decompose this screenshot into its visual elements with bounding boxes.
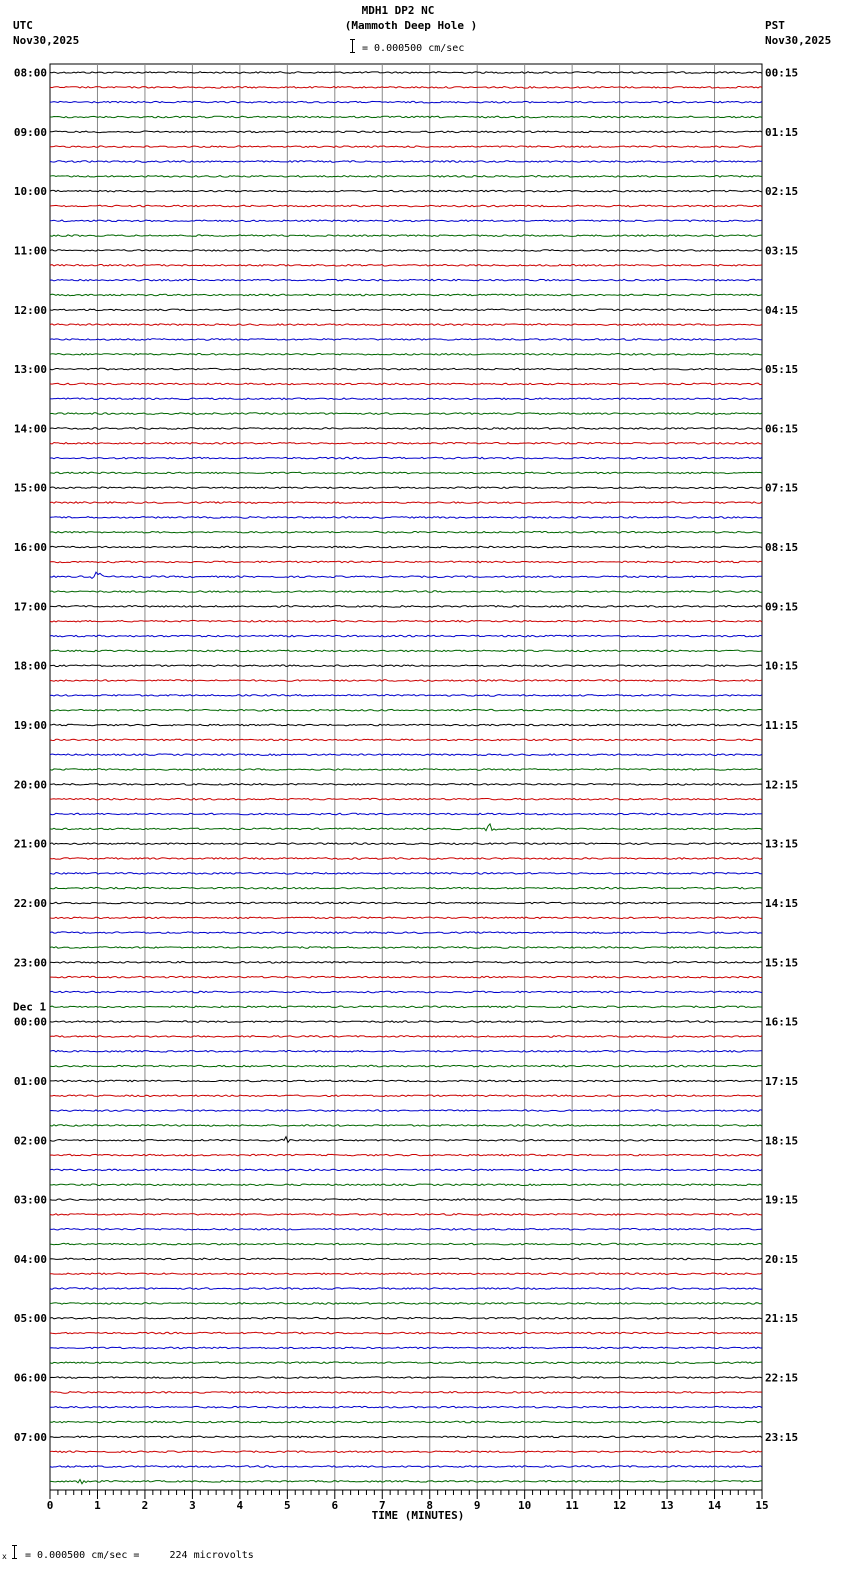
seismic-trace [50,531,762,533]
pst-hour-label: 02:15 [765,185,799,199]
seismic-trace [50,131,762,133]
seismic-trace [50,1288,762,1290]
station-title: MDH1 DP2 NC [361,4,435,17]
x-tick-label: 3 [189,1499,196,1512]
utc-hour-label: 18:00 [13,659,47,673]
utc-hour-label: 15:00 [13,481,47,495]
x-tick-label: 6 [331,1499,339,1512]
seismic-trace [50,976,762,978]
seismic-trace [50,873,762,875]
footer-scale-label: = 0.000500 cm/sec = 224 microvolts [25,1550,254,1561]
pst-hour-label: 15:15 [765,956,799,970]
seismic-trace [50,1125,762,1127]
seismic-trace [50,220,762,222]
pst-hour-label: 05:15 [765,363,799,377]
utc-hour-label: 14:00 [13,422,47,436]
seismic-trace [50,309,762,311]
x-tick-label: 12 [612,1499,627,1512]
utc-hour-label: 02:00 [13,1134,47,1148]
seismic-trace [50,87,762,89]
utc-hour-label: 03:00 [13,1193,47,1207]
seismic-trace [50,176,762,178]
pst-tz-label: PST [765,19,785,32]
pst-hour-label: 23:15 [765,1430,799,1444]
pst-date-label: Nov30,2025 [765,34,832,47]
pst-hour-label: 00:15 [765,66,799,80]
seismic-trace [50,1377,762,1379]
pst-hour-label: 18:15 [765,1134,799,1148]
seismic-trace [50,413,762,415]
utc-hour-label: 05:00 [13,1312,47,1326]
seismic-trace [50,665,762,667]
utc-hour-label: 08:00 [13,66,47,80]
seismic-trace [50,250,762,252]
site-subtitle: (Mammoth Deep Hole ) [344,19,478,32]
seismic-trace [50,824,762,831]
seismic-trace [50,1154,762,1156]
seismic-trace [50,1184,762,1186]
seismic-trace [50,798,762,800]
seismic-trace [50,1051,762,1053]
x-tick-label: 1 [94,1499,101,1512]
seismic-trace [50,1199,762,1201]
scale-label: = 0.000500 cm/sec [362,43,465,54]
seismic-trace [50,902,762,904]
seismic-trace [50,265,762,267]
x-tick-label: 0 [46,1499,54,1512]
seismic-trace [50,606,762,608]
seismic-trace [50,205,762,207]
pst-hour-label: 11:15 [765,719,799,733]
x-tick-label: 7 [378,1499,386,1512]
seismic-trace [50,235,762,237]
utc-hour-label: 19:00 [13,719,47,733]
seismic-trace [50,784,762,786]
seismic-trace [50,1451,762,1453]
pst-hour-label: 21:15 [765,1312,799,1326]
seismic-trace [50,1095,762,1097]
seismic-trace [50,502,762,504]
seismic-trace [50,1332,762,1334]
seismic-trace [50,1243,762,1245]
seismic-trace [50,443,762,445]
seismic-trace [50,1362,762,1364]
seismic-trace [50,457,762,459]
seismic-trace [50,843,762,845]
seismic-trace [50,1480,762,1484]
x-tick-label: 11 [565,1499,579,1512]
seismic-trace [50,1137,762,1143]
utc-hour-label: 04:00 [13,1252,47,1266]
utc-hour-label: 11:00 [13,244,47,258]
seismic-trace [50,1006,762,1008]
pst-hour-label: 17:15 [765,1074,799,1088]
seismic-trace [50,1347,762,1349]
pst-hour-label: 04:15 [765,303,799,317]
x-tick-label: 9 [473,1499,481,1512]
seismic-trace [50,724,762,726]
seismic-trace [50,1065,762,1067]
pst-hour-label: 09:15 [765,600,799,614]
utc-hour-label: 13:00 [13,363,47,377]
footer-prefix: x [2,1552,7,1561]
x-axis-title: TIME (MINUTES) [371,1509,465,1522]
seismic-trace [50,161,762,163]
seismic-trace [50,1317,762,1319]
x-tick-label: 10 [518,1499,532,1512]
utc-hour-label: 12:00 [13,303,47,317]
seismic-trace [50,1229,762,1231]
seismic-trace [50,116,762,118]
seismic-trace [50,1392,762,1394]
pst-hour-label: 14:15 [765,896,799,910]
seismic-trace [50,146,762,148]
seismic-trace [50,962,762,964]
seismic-trace [50,1080,762,1082]
utc-tz-label: UTC [13,19,33,32]
seismic-trace [50,1273,762,1275]
seismic-trace [50,858,762,860]
seismic-trace [50,635,762,637]
seismic-trace [50,398,762,400]
seismic-trace [50,324,762,326]
utc-date-label: Nov30,2025 [13,34,80,47]
utc-hour-label: 10:00 [13,185,47,199]
pst-hour-label: 07:15 [765,481,799,495]
seismic-trace [50,739,762,741]
pst-hour-label: 06:15 [765,422,799,436]
utc-hour-label: 23:00 [13,956,47,970]
utc-hour-label: 22:00 [13,896,47,910]
seismic-trace [50,1436,762,1438]
plot-frame [50,64,762,1490]
utc-hour-label: 06:00 [13,1371,47,1385]
seismic-trace [50,695,762,697]
seismic-trace [50,1258,762,1260]
seismic-trace [50,354,762,356]
pst-hour-label: 01:15 [765,125,799,139]
pst-hour-label: 12:15 [765,778,799,792]
seismic-trace [50,428,762,430]
x-tick-label: 5 [284,1499,291,1512]
seismic-trace [50,383,762,385]
utc-hour-label: 07:00 [13,1430,47,1444]
seismic-trace [50,650,762,652]
seismic-trace [50,680,762,682]
seismic-trace [50,769,762,771]
seismic-trace [50,339,762,341]
x-tick-label: 13 [660,1499,674,1512]
seismic-trace [50,991,762,993]
x-tick-label: 2 [141,1499,149,1512]
utc-hour-label: 20:00 [13,778,47,792]
pst-hour-label: 10:15 [765,659,799,673]
x-tick-label: 4 [236,1499,244,1512]
footer-scale-bar-icon [14,1545,15,1559]
seismic-trace [50,294,762,296]
seismic-trace [50,1214,762,1216]
seismic-trace [50,1036,762,1038]
seismic-trace [50,1021,762,1023]
x-tick-label: 15 [755,1499,769,1512]
seismic-trace [50,813,762,815]
pst-hour-label: 16:15 [765,1015,799,1029]
seismic-trace [50,947,762,949]
seismic-trace [50,572,762,578]
seismic-trace [50,917,762,919]
x-tick-label: 14 [707,1499,722,1512]
utc-hour-label: 01:00 [13,1074,47,1088]
x-tick-label: 8 [426,1499,434,1512]
pst-hour-label: 22:15 [765,1371,799,1385]
seismic-trace [50,561,762,563]
date-change-label: Dec 1 [13,1000,47,1014]
seismic-trace [50,368,762,370]
seismic-trace [50,472,762,474]
utc-hour-label: 00:00 [13,1015,47,1029]
pst-hour-label: 13:15 [765,837,799,851]
seismic-trace [50,591,762,593]
seismic-trace [50,1169,762,1171]
seismic-trace [50,932,762,934]
seismic-trace [50,1303,762,1305]
pst-hour-label: 20:15 [765,1252,799,1266]
seismic-trace [50,620,762,622]
seismic-trace [50,1421,762,1423]
seismic-trace [50,517,762,519]
pst-hour-label: 19:15 [765,1193,799,1207]
seismic-trace [50,887,762,889]
utc-hour-label: 21:00 [13,837,47,851]
seismic-trace [50,709,762,711]
seismic-trace [50,1110,762,1112]
seismic-trace [50,1406,762,1408]
seismic-trace [50,754,762,756]
pst-hour-label: 03:15 [765,244,799,258]
seismic-trace [50,190,762,192]
utc-hour-label: 09:00 [13,125,47,139]
seismic-trace [50,101,762,103]
seismic-trace [50,72,762,74]
utc-hour-label: 16:00 [13,541,47,555]
seismic-trace [50,279,762,281]
utc-hour-label: 17:00 [13,600,47,614]
seismic-trace [50,546,762,548]
seismic-trace [50,1466,762,1468]
seismic-trace [50,487,762,489]
pst-hour-label: 08:15 [765,541,799,555]
